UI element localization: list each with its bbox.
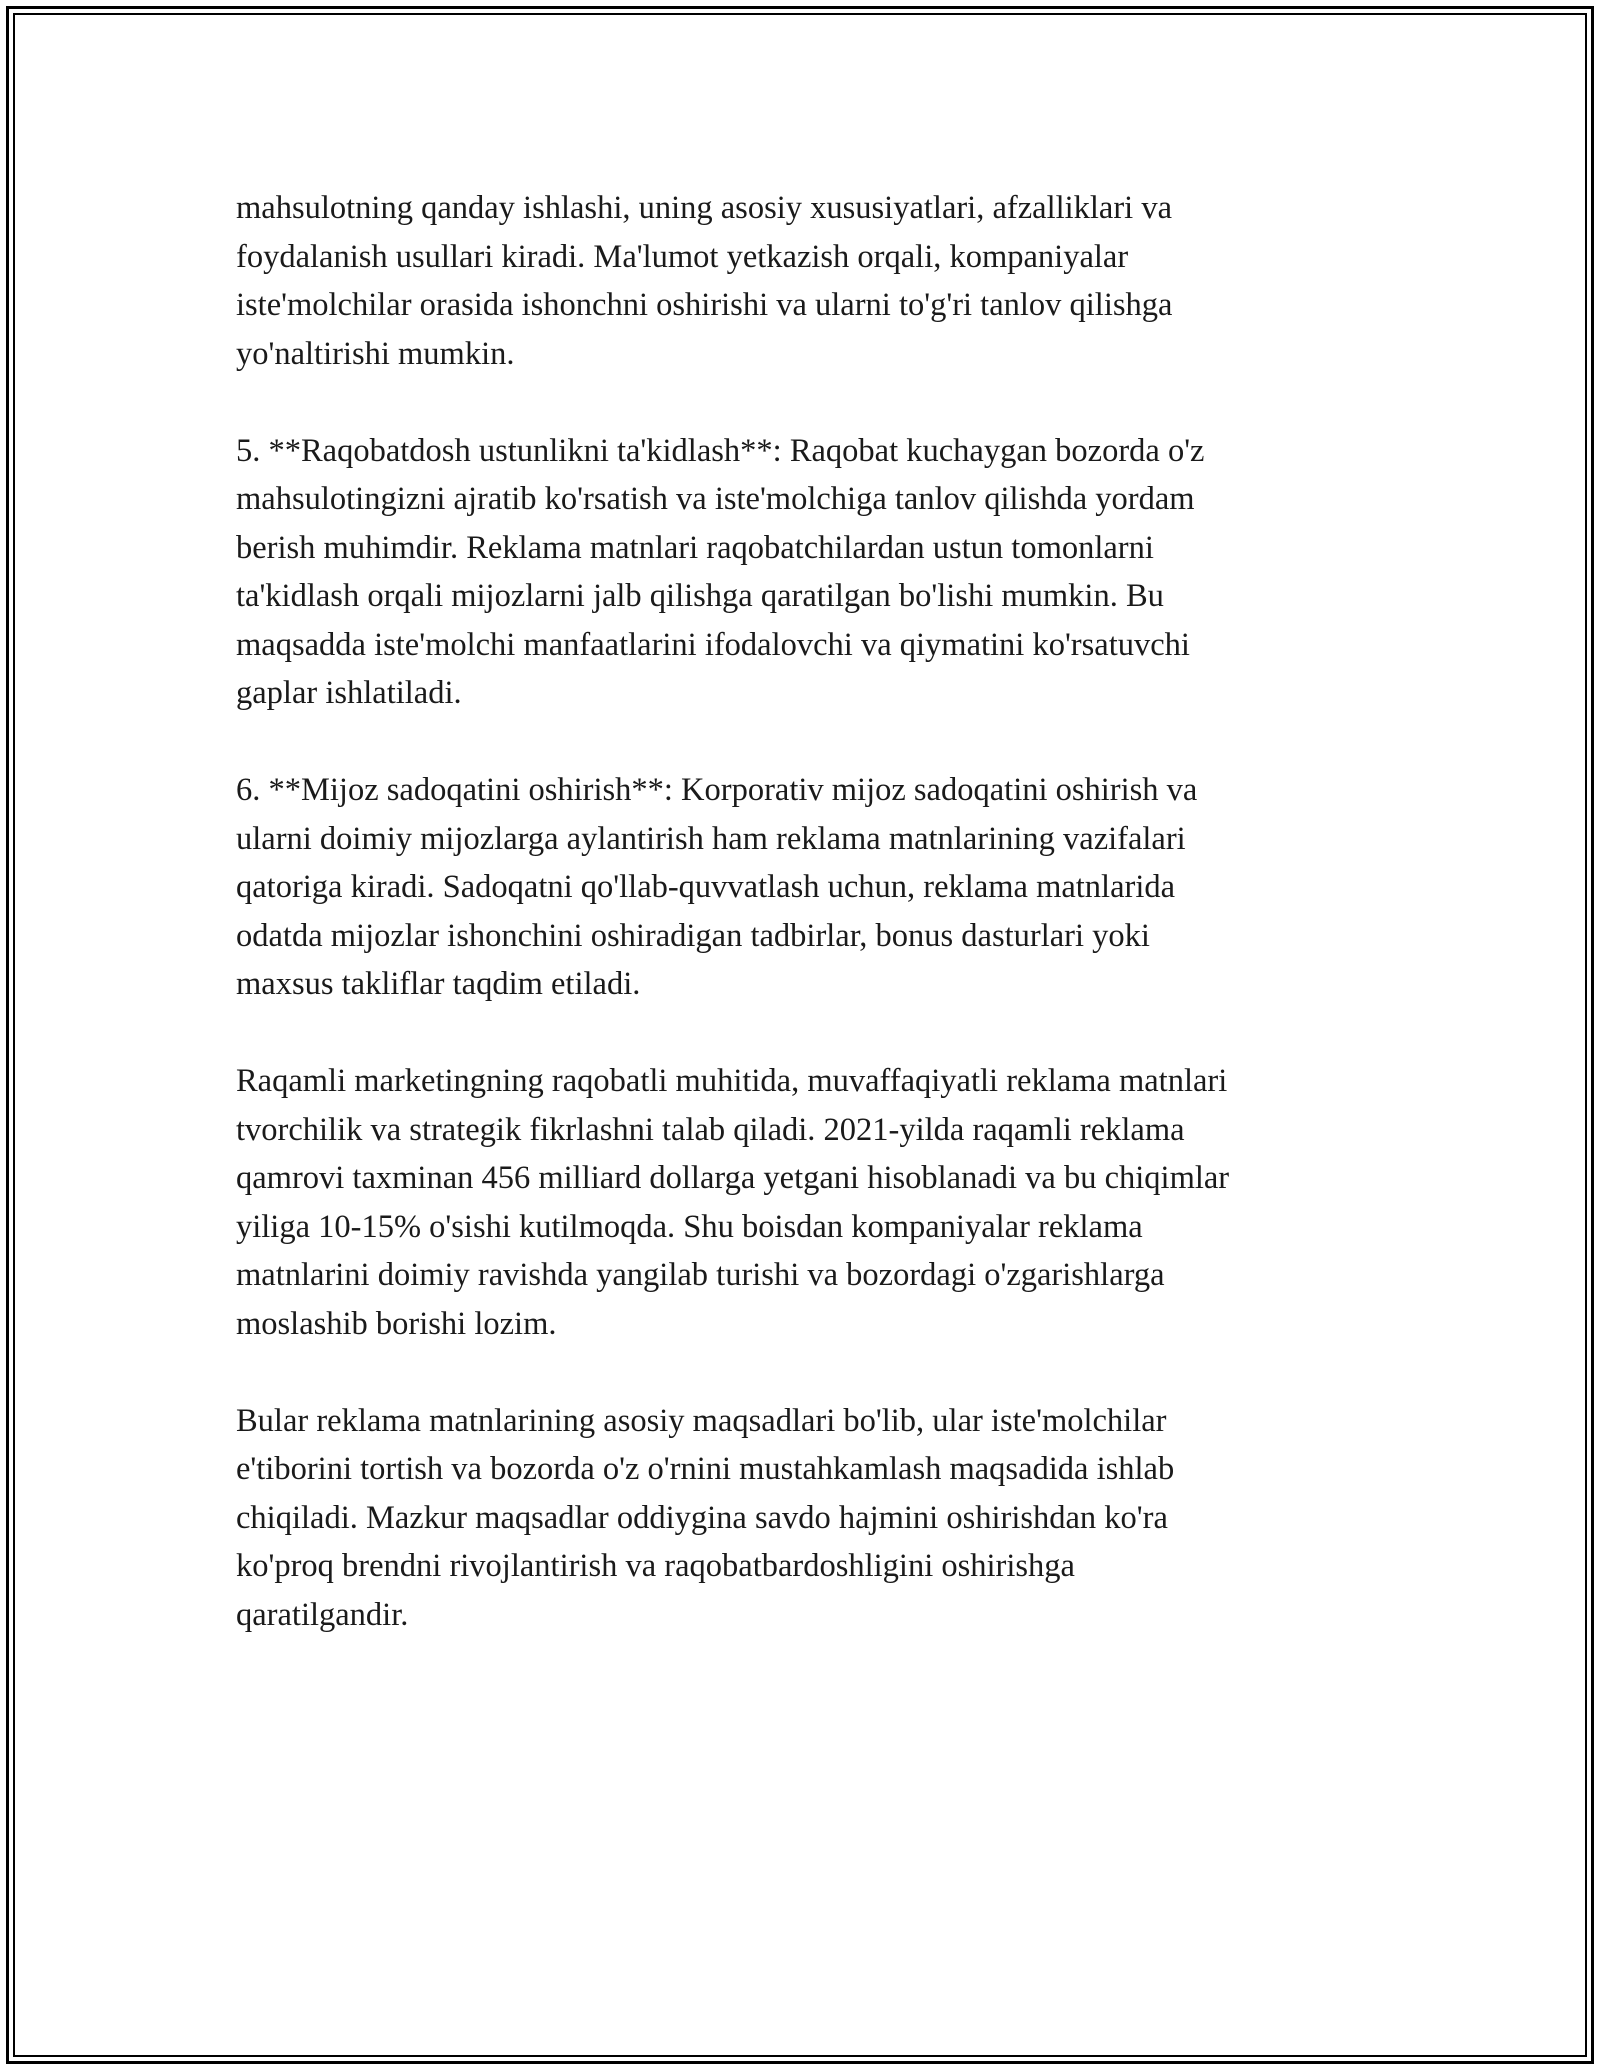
paragraph-item-5-competitive-advantage: 5. **Raqobatdosh ustunlikni ta'kidlash**: Raqobat kuchaygan bozorda o'z mahsulotingizni ajratib ko'rsatish va iste'molchiga tanlov qilishda yordam berish muhimdir. Reklama matnlari raqobatchilardan ustun tomonlarni ta'kidlash orqali mijozlarni jalb qilishga qaratilgan bo'lishi mumkin. Bu maqsadda iste'molchi manfaatlarini ifodalovchi va qiymatini ko'rsatuvchi gaplar ishlatiladi. (236, 432, 1205, 711)
document-body (236, 184, 1376, 1688)
paragraph-conclusion: Bular reklama matnlarining asosiy maqsadlari bo'lib, ular iste'molchilar e'tiborini tortish va bozorda o'z o'rnini mustahkamlash maqsadida ishlab chiqiladi. Mazkur maqsadlar oddiygina savdo hajmini oshirishdan ko'ra ko'proq brendni rivojlantirish va raqobatbardoshligini oshirishga qaratilgandir. (236, 1402, 1175, 1633)
paragraph-intro-continuation: mahsulotning qanday ishlashi, uning asosiy xususiyatlari, afzalliklari va foydalanish usullari kiradi. Ma'lumot yetkazish orqali, kompaniyalar iste'molchilar orasida ishonchni oshirishi va ularni to'g'ri tanlov qilishga yo'naltirishi mumkin. (236, 190, 1173, 372)
paragraph-item-6-customer-loyalty: 6. **Mijoz sadoqatini oshirish**: Korporativ mijoz sadoqatini oshirish va ularni doimiy mijozlarga aylantirish ham reklama matnlarining vazifalari qatoriga kiradi. Sadoqatni qo'llab-quvvatlash uchun, reklama matnlarida odatda mijozlar ishonchini oshiradigan tadbirlar, bonus dasturlari yoki maxsus takliflar taqdim etiladi. (236, 772, 1198, 1002)
paragraph-digital-marketing: Raqamli marketingning raqobatli muhitida, muvaffaqiyatli reklama matnlari tvorchilik va strategik fikrlashni talab qiladi. 2021-yilda raqamli reklama qamrovi taxminan 456 milliard dollarga yetgani hisoblanadi va bu chiqimlar yiliga 10-15% o'sishi kutilmoqda. Shu boisdan kompaniyalar reklama matnlarini doimiy ravishda yangilab turishi va bozordagi o'zgarishlarga moslashib borishi lozim. (236, 1063, 1230, 1342)
